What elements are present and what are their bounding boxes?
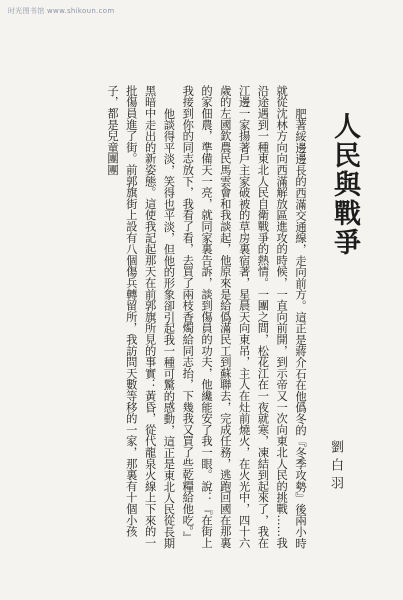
- author-name: 劉白羽: [328, 440, 343, 494]
- body-text: [102, 85, 309, 555]
- chapter-title: 人民與戰爭: [329, 112, 360, 257]
- watermark: 时光图书馆 www.shikoun.com: [8, 7, 115, 15]
- paragraph-2: 他談得平淡，笑得也平淡，但他的形象卻引起我一種可驚的感動，這正是東北人民從長期黑暗中走出的新姿態。這使我記起那天在前郭旗所見的事實：黃昏，從代龍泉火線上下來的一批傷員進了街。前郭旗街上設有八個傷兵轉留所，我訪問天數等移的一家，那裏有十個小孩子，都是兒童團團: [106, 85, 176, 549]
- paragraph-1: 肥著綏邊邊長的西滿交通線，走向前方。這正是蔣介石在他僞冬的『冬季攻勢』後兩小時就從沈林方向向西滿解放區進攻的時候，一直向前開，到示帝又一次向東北人民的挑戰……我沿途遇到一種東北人民自衛戰爭的熱情。一團之間，松花江在一夜就寒，凍結到起來了，我在江邊一家揚著戶主家破被的草房裏宿著，星晨天向東吊，主人在灶前燒火，在火光中，四十六歲的左國欽農民馬雲會和我談起，他原來是給僞滿民工到蘇聯去，完成任務，逃跑回國在那裏的家佃農，準備天一亮，就同家裏告訴，談到傷員的功夫，他纔能安了我一眼。說：『在街上我接到你的同志放下，我看了看，去買了兩枝香燭給同志抬，下幾我又買了些乾糧給他吃。』: [181, 85, 307, 549]
